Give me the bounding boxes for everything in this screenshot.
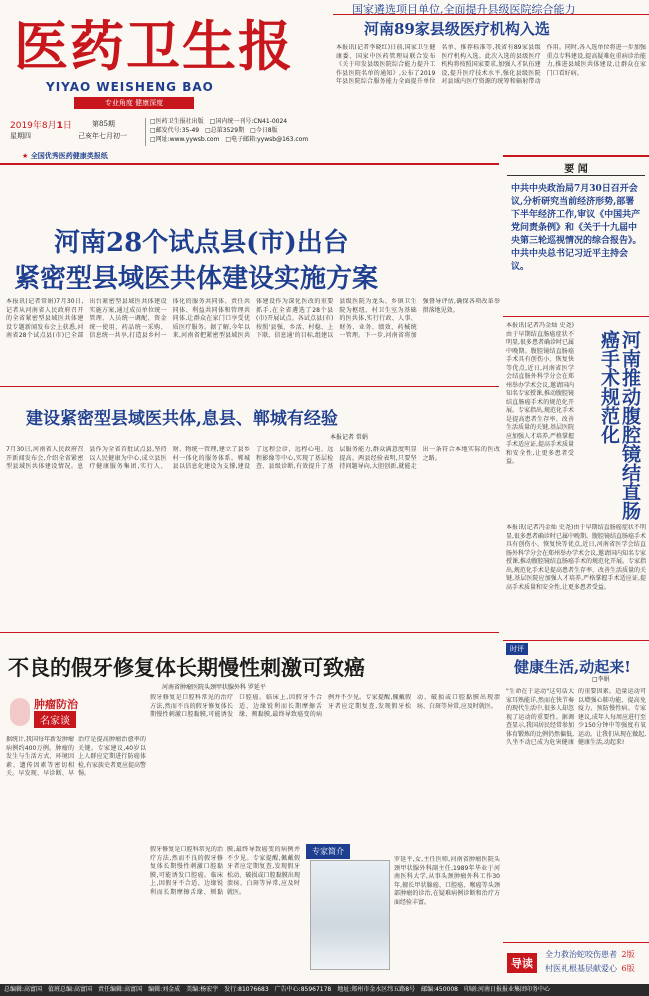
commentary-label-text: 时评 [510,645,524,653]
side-article-rule [503,316,649,317]
issue-date [10,118,72,131]
top-right-headline: 河南89家县级医疗机构入选 [364,20,550,38]
top-right-body: 本报讯(记者李晓红)日前,国家卫生健康委、国家中医药管理局联合发布《关于印发县级医院综合能力提升工作县医院名单的通知》,公布了2019年县医院综合服务能力全面提升单位名单、推荐标准等,我省有89家县级医疗机构入选。此次入选的县级医疗机构将按照国家要求,加强人才队伍建设,提升医疗技术水平,强化县级医院对县域内医疗资源的统筹和辐射带动作用。同时,各入选单位将进一步加强重点专科建设,提高疑难危重病诊治能力,推进县域医共体建设,让群众在家门口看好病。 [336,44,646,85]
guide-item-1-page: 2版 [621,950,635,959]
second-article-rule [0,386,499,387]
expert-photo [310,860,390,970]
guide-item-2-text: 村医礼根基层献爱心 [545,964,617,973]
side-article-body: 本报讯(记者冯金灿 史尧)由于早期结直肠癌症状不明显,很多患者确诊时已属中晚期。腹腔镜结直肠癌手术具有创伤小、恢复快等优点,近日,河南省医学会结直肠外科学分会在郑州举办学术会议,邀请国内知名专家授课,推动腹腔镜结直肠癌手术的规范化开展。专家指出,规范化手术是提高患者生存率、改善生活质量的关键,基层医院应加强人才培养,严格掌握手术适应证,提高手术质量和安全性,让更多患者受益。 [506,322,574,465]
award-text: 全国优秀医药健康类报纸 [30,152,108,160]
masthead-slogan: 专业角度 健康深度 [74,97,194,109]
second-article-byline: 本报记者 常娟 [330,434,368,441]
guide-label: 导读 [507,953,537,973]
bottom-article-byline: 河南省肿瘤医院头颈甲状腺外科 罗延平 [162,684,266,691]
award-banner [22,151,108,161]
masthead-title: 医药卫生报 [14,14,294,78]
top-right-kicker: 国家遴选项目单位,全面提升县级医院综合能力 [352,3,576,16]
lead-headline-2: 紧密型县域医共体建设实施方案 [14,264,379,294]
date-prefix: 2019年8月 [10,121,57,131]
masthead-info-3: □网址:www.yywsb.com □电子邮箱:yywsb@163.com [150,136,309,143]
bottom-article-body-2 [150,846,300,980]
commentary-headline: 健康生活,动起来! [514,658,631,676]
important-news-header: 要 闻 [564,164,588,175]
side-article-body-cont: 本报讯(记者冯金灿 史尧)由于早期结直肠癌症状不明显,很多患者确诊时已属中晚期。腹腔镜结直肠癌手术具有创伤小、恢复快等优点,近日,河南省医学会结直肠外科学分会在郑州举办学术会议,邀请国内知名专家授课,推动腹腔镜结直肠癌手术的规范化开展。专家指出,规范化手术是提高患者生存率、改善生活质量的关键,基层医院应加强人才培养,严格掌握手术适应证,提高手术质量和安全性,让更多患者受益。 [506,524,646,591]
guide-item-2 [545,963,635,974]
tumor-column-tag-label: 肿瘤防治 [34,698,78,711]
bottom-article-body-cont: 假牙修复是口腔科常见的治疗方法,然而不良的假牙修复体长期慢性刺激口腔黏膜,可能诱发口腔癌。临床上,因假牙不合适、边缘锐利而长期摩擦舌缘、颊黏膜,最终导致癌变的病例并不少见。专家提醒,佩戴假牙者应定期复查,发现假牙松动、破损或口腔黏膜出现溃疡、白斑等异常,应及时就医。 [150,846,300,896]
lead-headline-1: 河南28个试点县(市)出台 [54,228,349,258]
important-news-rule [507,175,645,176]
guide-box [503,942,649,982]
award-star-icon: ★ [22,152,29,160]
masthead-pinyin: YIYAO WEISHENG BAO [46,80,214,94]
guide-item-2-page: 6版 [621,964,635,973]
guide-item-1-text: 全力救治蛇咬伤患者 [545,950,617,959]
expert-label: 专家简介 [306,844,350,859]
second-article-body: 7月30日,河南省人民政府召开新闻发布会,介绍全省紧密型县域医共体建设情况。息县作为全省首批试点县,坚持以人民健康为中心,成立县医疗健康服务集团,实行人、财、物统一管理,建立了县乡村一体化的服务体系。郸城县以信息化建设为支撑,建设了远程会诊、远程心电、远程影像等中心,实现了基层检查、县级诊断,有效提升了基层服务能力,群众满意度明显提高。两县经验表明,只要坚持问题导向,大胆创新,就能走出一条符合本地实际的医改之路。 [6,446,500,470]
side-article-headline: 河南推动腹腔镜结直肠癌手术规范化 [598,330,641,520]
tumor-column-subtitle: 名家谈 [34,711,76,728]
bottom-article-rule [0,632,499,633]
important-news-box [503,155,649,313]
lunar-date: 己亥年七月初一 [78,132,127,140]
commentary-byline: □李娟 [592,676,610,683]
commentary-label [506,643,528,655]
date-suffix: 日 [62,121,72,131]
tumor-column-tag [10,696,140,732]
lead-top-rule [0,163,499,165]
tumor-column-icon [10,698,30,726]
masthead-info-1: □医药卫生报社出版 □国内统一刊号:CN41-0024 [150,118,288,125]
page-footer: 总编辑:高富国 值班总编:高富国 责任编辑:高富国 编辑:刘金成 美编:杨宏宇 发行:81076683 广告中心:85967178 地址:郑州市金水区纬五路8号 邮编:450008 印刷:河南日报报业集团印务中心 [0,984,649,996]
important-news-text: 中共中央政治局7月30日召开会议,分析研究当前经济形势,部署下半年经济工作,审议《中国共产党问责条例》和《关于十九届中央第三轮巡视情况的综合报告》。中共中央总书记习近平主持会议。 [511,184,642,272]
second-article-headline: 建设紧密型县域医共体,息县、郸城有经验 [26,409,338,429]
bottom-article-body: 假牙修复是口腔科常见的治疗方法,然而不良的假牙修复体长期慢性刺激口腔黏膜,可能诱发口腔癌。临床上,因假牙不合适、边缘锐利而长期摩擦舌缘、颊黏膜,最终导致癌变的病例并不少见。专家提醒,佩戴假牙者应定期复查,发现假牙松动、破损或口腔黏膜出现溃疡、白斑等异常,应及时就医。 [150,694,500,718]
bottom-article-headline: 不良的假牙修复体长期慢性刺激可致癌 [8,655,365,680]
date-day: 1 [56,121,63,131]
masthead-divider [145,118,146,146]
tumor-column-body: 据统计,我国每年新发肿瘤病例约400万例。肿瘤的发生与生活方式、环境因素、遗传因素等密切相关。早发现、早诊断、早治疗是提高肿瘤治愈率的关键。专家建议,40岁以上人群应定期进行防癌体检,有家族史者更应提高警惕。 [6,736,146,777]
commentary-body: "生命在于运动"这句话大家耳熟能详,然而在快节奏的现代生活中,很多人却忽视了运动的重要性。据调查显示,我国居民经常参加体育锻炼的比例仍然偏低,久坐不动已成为危害健康的重要因素。适量运动可以增强心肺功能、提高免疫力、预防慢性病。专家建议,成年人每周应进行至少150分钟中等强度有氧运动。让我们从现在做起,健康生活,动起来! [506,688,646,746]
weekday: 星期四 [10,132,31,140]
lead-body: 本报讯(记者常娟)7月30日,记者从河南省人民政府召开的全省紧密型县域医共体建设专题新闻发布会上获悉,河南省28个试点县(市)已全部出台紧密型县域医共体建设实施方案,通过成员单位统一管理、人员统一调配、资金统一使用、药品统一采购、信息统一共享,打造县乡村一体化的服务共同体、责任共同体、利益共同体和管理共同体,让群众在家门口享受优质医疗服务。据了解,今年以来,河南省把紧密型县域医共体建设作为深化医改的重要抓手,在全省遴选了28个县(市)开展试点。各试点县(市)按照'县强、乡活、村稳、上下联、信息通'的目标,组建以县级医院为龙头、乡镇卫生院为枢纽、村卫生室为基础的医共体,实行行政、人事、财务、业务、绩效、药械统一管理。下一步,河南省将加强督导评估,确保各项改革举措落地见效。 [6,298,500,339]
masthead-info-2: □邮发代号:35-49 □总第3529期 □今日8版 [150,127,278,134]
expert-text: 罗延平,女,主任医师,河南省肿瘤医院头颈甲状腺外科副主任,1989年毕业于河南医科大学,从事头颈肿瘤外科工作30年,擅长甲状腺癌、口腔癌、喉癌等头颈部肿瘤的诊治,在疑难病例诊断和治疗方面经验丰富。 [394,856,500,906]
issue-number: 第85期 [92,120,115,128]
commentary-rule [503,640,649,641]
guide-item-1 [545,949,635,960]
side-article-body-2 [506,524,646,624]
